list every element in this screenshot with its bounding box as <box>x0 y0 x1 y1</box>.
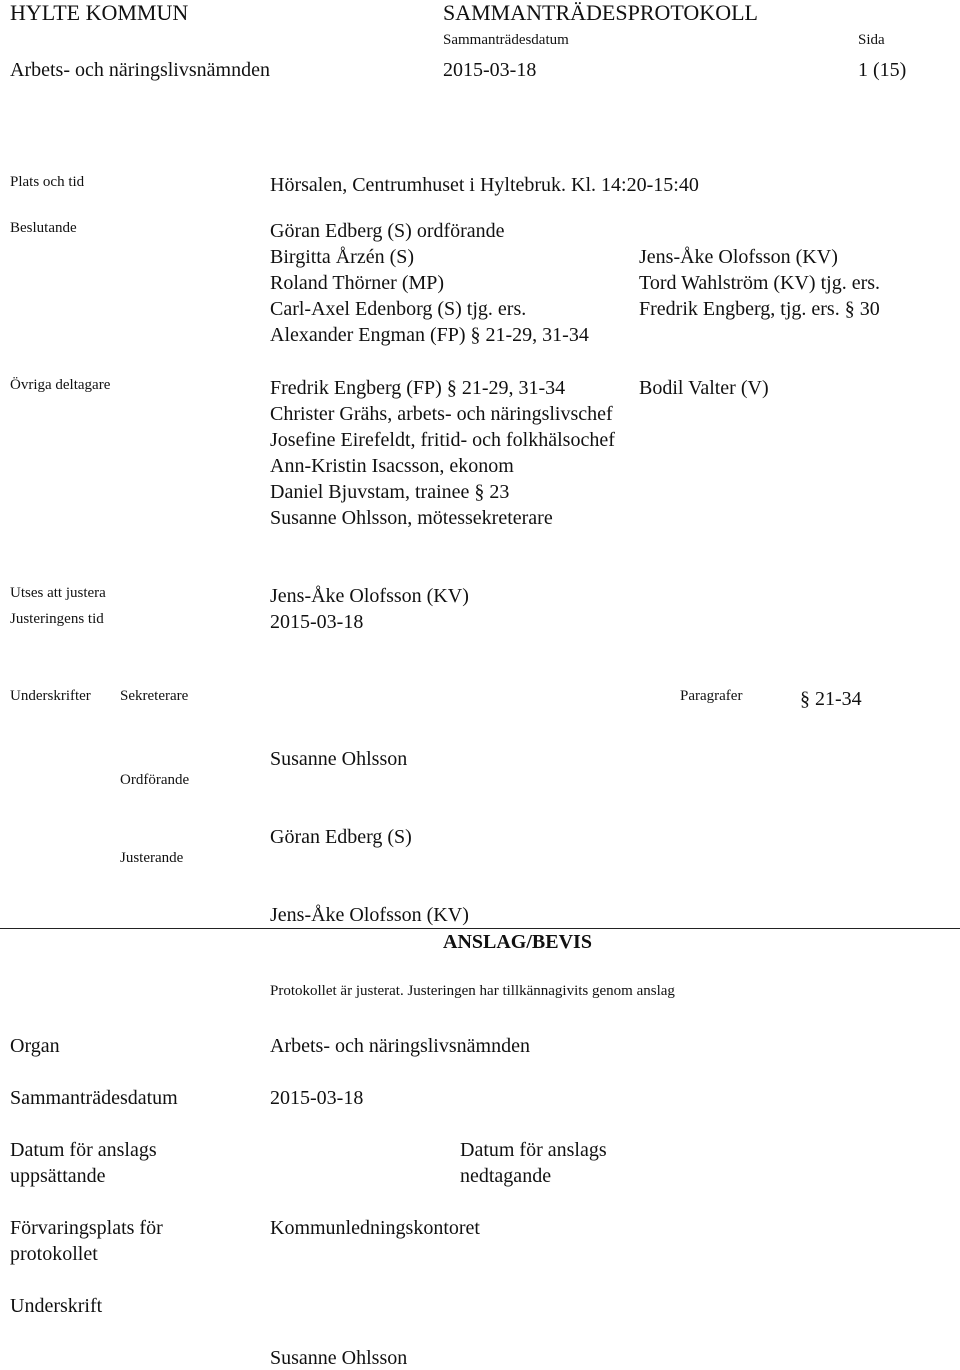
secretary-name: Susanne Ohlsson <box>270 748 408 770</box>
participant: Josefine Eirefeldt, fritid- och folkhälsochef <box>270 429 615 451</box>
adjust-time-value: 2015-03-18 <box>270 611 364 633</box>
others-label: Övriga deltagare <box>10 377 111 393</box>
deciding-member: Roland Thörner (MP) <box>270 272 445 294</box>
storage-label: protokollet <box>10 1243 98 1265</box>
signatures-label: Underskrifter <box>10 688 91 704</box>
header-page-label: Sida <box>858 32 885 48</box>
participant: Susanne Ohlsson, mötessekreterare <box>270 507 553 529</box>
deciding-member: Jens-Åke Olofsson (KV) <box>639 246 838 268</box>
participant: Fredrik Engberg (FP) § 21-29, 31-34 <box>270 377 566 399</box>
adjust-label: Utses att justera <box>10 585 106 601</box>
notice-date-label: Sammanträdesdatum <box>10 1087 178 1109</box>
deciding-member: Alexander Engman (FP) § 21-29, 31-34 <box>270 324 589 346</box>
participant: Bodil Valter (V) <box>639 377 769 399</box>
organ-value: Arbets- och näringslivsnämnden <box>270 1035 530 1057</box>
paragraphs-label: Paragrafer <box>680 688 743 704</box>
notice-text: Protokollet är justerat. Justeringen har tillkännagivits genom anslag <box>270 983 675 999</box>
deciding-label: Beslutande <box>10 220 77 236</box>
header-date: 2015-03-18 <box>443 59 537 81</box>
removed-date-label: nedtagande <box>460 1165 552 1187</box>
notice-date-value: 2015-03-18 <box>270 1087 364 1109</box>
municipality-name: HYLTE KOMMUN <box>10 0 189 25</box>
deciding-member: Birgitta Årzén (S) <box>270 246 415 268</box>
paragraphs-value: § 21-34 <box>800 688 862 710</box>
header-body-name: Arbets- och näringslivsnämnden <box>10 59 270 81</box>
storage-value: Kommunledningskontoret <box>270 1217 480 1239</box>
signature-label: Underskrift <box>10 1295 103 1317</box>
header-date-label: Sammanträdesdatum <box>443 32 569 48</box>
deciding-member: Carl-Axel Edenborg (S) tjg. ers. <box>270 298 527 320</box>
adjust-time-label: Justeringens tid <box>10 611 104 627</box>
adjuster-name: Jens-Åke Olofsson (KV) <box>270 904 469 926</box>
notice-title: ANSLAG/BEVIS <box>443 931 592 953</box>
chair-name: Göran Edberg (S) <box>270 826 412 848</box>
place-label: Plats och tid <box>10 174 85 190</box>
posted-date-label: Datum för anslags <box>10 1139 157 1161</box>
adjust-value: Jens-Åke Olofsson (KV) <box>270 585 469 607</box>
storage-label: Förvaringsplats för <box>10 1217 163 1239</box>
header-page-number: 1 (15) <box>858 59 907 81</box>
chair-label: Ordförande <box>120 772 190 788</box>
removed-date-label: Datum för anslags <box>460 1139 607 1161</box>
secretary-label: Sekreterare <box>120 688 189 704</box>
deciding-member: Tord Wahlström (KV) tjg. ers. <box>639 272 881 294</box>
signature-name: Susanne Ohlsson <box>270 1347 408 1369</box>
adjuster-label: Justerande <box>120 850 184 866</box>
participant: Ann-Kristin Isacsson, ekonom <box>270 455 514 477</box>
deciding-member: Fredrik Engberg, tjg. ers. § 30 <box>639 298 880 320</box>
organ-label: Organ <box>10 1035 60 1057</box>
participant: Christer Grähs, arbets- och näringslivschef <box>270 403 613 425</box>
section-divider <box>0 928 960 929</box>
deciding-chair: Göran Edberg (S) ordförande <box>270 220 505 242</box>
posted-date-label: uppsättande <box>10 1165 106 1187</box>
participant: Daniel Bjuvstam, trainee § 23 <box>270 481 510 503</box>
document-title: SAMMANTRÄDESPROTOKOLL <box>443 0 758 25</box>
place-value: Hörsalen, Centrumhuset i Hyltebruk. Kl. 14:20-15:40 <box>270 174 699 196</box>
